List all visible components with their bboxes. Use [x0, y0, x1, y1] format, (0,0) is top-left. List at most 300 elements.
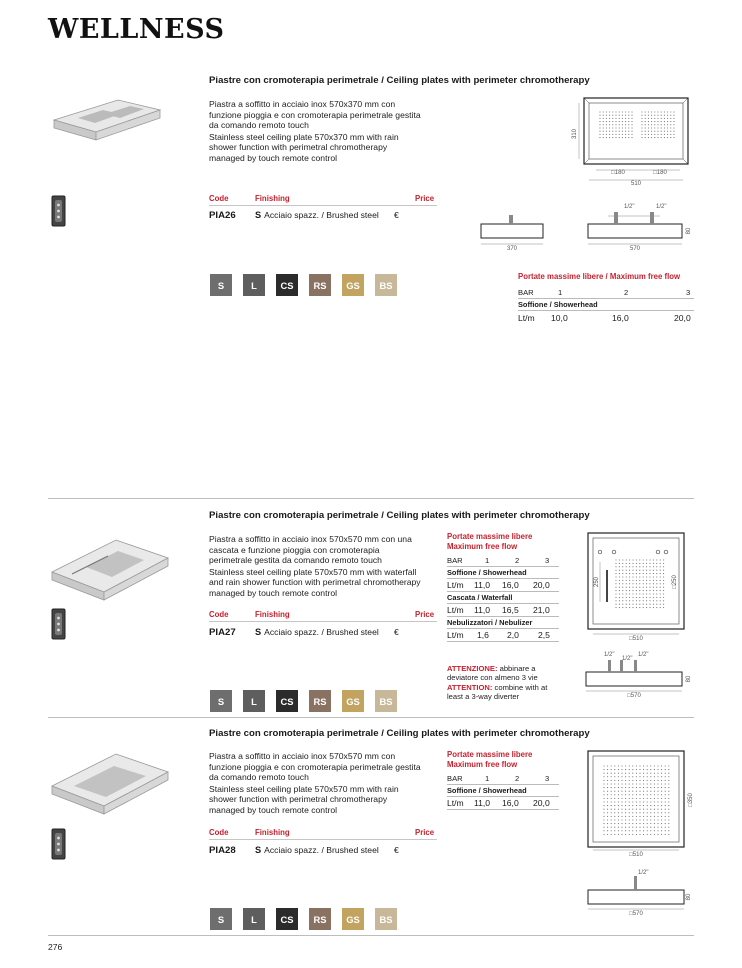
nozzle-dot — [657, 798, 658, 799]
nozzle-dot — [647, 805, 648, 806]
nozzle-dot — [632, 819, 633, 820]
nozzle-dot — [603, 776, 604, 777]
nozzle-dot — [606, 124, 607, 125]
nozzle-dot — [626, 604, 627, 605]
nozzle-dot — [629, 607, 630, 608]
swatch-s[interactable]: S — [210, 690, 232, 712]
unit-label: Lt/m — [447, 580, 464, 590]
nozzle-dot — [619, 573, 620, 574]
nozzle-dot — [629, 573, 630, 574]
nozzle-dot — [614, 809, 615, 810]
nozzle-dot — [667, 121, 668, 122]
nozzle-dot — [621, 787, 622, 788]
dim-side: 370 — [506, 246, 518, 252]
nozzle-dot — [632, 765, 633, 766]
nozzle-dot — [661, 131, 662, 132]
nozzle-dot — [622, 124, 623, 125]
nozzle-dot — [629, 580, 630, 581]
nozzle-dot — [643, 765, 644, 766]
nozzle-dot — [619, 134, 620, 135]
nozzle-dot — [626, 570, 627, 571]
nozzle-dot — [639, 583, 640, 584]
nozzle-dot — [611, 791, 612, 792]
dim-thick: 80 — [686, 893, 692, 901]
nozzle-dot — [614, 819, 615, 820]
swatch-bs[interactable]: BS — [375, 908, 397, 930]
nozzle-dot — [628, 134, 629, 135]
nozzle-dot — [619, 604, 620, 605]
nozzle-dot — [618, 765, 619, 766]
description-it: Piastra a soffitto in acciaio inox 570x570 mm con una cascata e funzione pioggia con cromoterapia perimetrale gestita da comando remoto touch — [209, 534, 412, 566]
nozzle-dot — [660, 573, 661, 574]
nozzle-dot — [625, 773, 626, 774]
nozzle-dot — [614, 801, 615, 802]
nozzle-dot — [619, 111, 620, 112]
nozzle-dot — [645, 137, 646, 138]
nozzle-dot — [603, 809, 604, 810]
nozzle-dot — [622, 593, 623, 594]
nozzle-dot — [646, 559, 647, 560]
nozzle-dot — [607, 791, 608, 792]
nozzle-dot — [636, 587, 637, 588]
swatch-l[interactable]: L — [243, 690, 265, 712]
flow-2: 16,0 — [502, 798, 519, 808]
nozzle-dot — [663, 607, 664, 608]
nozzle-dot — [615, 593, 616, 594]
flow-table — [447, 532, 559, 642]
nozzle-dot — [657, 834, 658, 835]
bar-row — [447, 554, 559, 567]
nozzle-dot — [650, 798, 651, 799]
nozzle-dot — [650, 805, 651, 806]
swatch-rs[interactable]: RS — [309, 908, 331, 930]
nozzle-dot — [629, 597, 630, 598]
nozzle-dot — [661, 819, 662, 820]
nozzle-dot — [647, 816, 648, 817]
nozzle-dot — [660, 559, 661, 560]
nozzle-dot — [665, 776, 666, 777]
nozzle-dot — [618, 827, 619, 828]
nozzle-dot — [636, 570, 637, 571]
flow-3: 20,0 — [674, 312, 691, 323]
nozzle-dot — [646, 593, 647, 594]
flow-2: 16,5 — [502, 605, 519, 615]
swatch-rs[interactable]: RS — [309, 274, 331, 296]
nozzle-dot — [599, 134, 600, 135]
nozzle-dot — [643, 597, 644, 598]
nozzle-dot — [654, 819, 655, 820]
swatch-bs[interactable]: BS — [375, 274, 397, 296]
attention-it-text: abbinare a deviatore con almeno 3 vie — [447, 664, 538, 683]
nozzle-dot — [661, 134, 662, 135]
nozzle-dot — [661, 765, 662, 766]
nozzle-dot — [622, 121, 623, 122]
nozzle-dot — [625, 834, 626, 835]
nozzle-dot — [625, 124, 626, 125]
nozzle-dot — [654, 765, 655, 766]
nozzle-dot — [663, 587, 664, 588]
nozzle-dot — [661, 805, 662, 806]
nozzle-dot — [628, 124, 629, 125]
nozzle-dot — [657, 830, 658, 831]
nozzle-dot — [646, 590, 647, 591]
nozzle-dot — [629, 570, 630, 571]
nozzle-dot — [615, 115, 616, 116]
nozzle-dot — [636, 769, 637, 770]
nozzle-dot — [673, 127, 674, 128]
nozzle-dot — [611, 830, 612, 831]
nozzle-dot — [609, 118, 610, 119]
finish-code: S — [255, 845, 262, 855]
nozzle-dot — [654, 830, 655, 831]
bar-label: BAR — [447, 773, 463, 783]
nozzle-dot — [661, 812, 662, 813]
nozzle-dot — [647, 812, 648, 813]
nozzle-dot — [615, 573, 616, 574]
nozzle-dot — [643, 587, 644, 588]
nozzle-dot — [636, 597, 637, 598]
nozzle-dot — [622, 131, 623, 132]
nozzle-dot — [663, 559, 664, 560]
nozzle-dot — [629, 798, 630, 799]
nozzle-dot — [657, 816, 658, 817]
bar-1: 1 — [485, 555, 490, 565]
nozzle-dot — [619, 131, 620, 132]
nozzle-dot — [625, 127, 626, 128]
nozzle-dot — [607, 827, 608, 828]
footer-divider — [48, 935, 694, 936]
nozzle-dot — [654, 124, 655, 125]
nozzle-dot — [632, 780, 633, 781]
nozzle-dot — [618, 805, 619, 806]
nozzle-dot — [657, 111, 658, 112]
nozzle-dot — [643, 812, 644, 813]
nozzle-dot — [603, 801, 604, 802]
nozzle-dot — [609, 137, 610, 138]
nozzle-dot — [653, 576, 654, 577]
nozzle-dot — [648, 134, 649, 135]
finishing-header: Finishing — [255, 610, 290, 619]
nozzle-dot — [621, 765, 622, 766]
nozzle-dot — [649, 576, 650, 577]
nozzle-dot — [665, 798, 666, 799]
nozzle-dot — [639, 801, 640, 802]
nozzle-dot — [632, 830, 633, 831]
nozzle-dot — [619, 607, 620, 608]
technical-drawing-side — [582, 866, 696, 918]
nozzle-dot — [639, 805, 640, 806]
nozzle-dot — [606, 137, 607, 138]
nozzle-dot — [665, 765, 666, 766]
nozzle-dot — [622, 587, 623, 588]
nozzle-dot — [607, 794, 608, 795]
nozzle-dot — [650, 773, 651, 774]
nozzle-dot — [632, 573, 633, 574]
nozzle-dot — [664, 115, 665, 116]
nozzle-dot — [645, 134, 646, 135]
nozzle-dot — [646, 600, 647, 601]
nozzle-dot — [643, 566, 644, 567]
swatch-cs[interactable]: CS — [276, 274, 298, 296]
nozzle-dot — [606, 121, 607, 122]
nozzle-dot — [649, 566, 650, 567]
nozzle-dot — [636, 776, 637, 777]
nozzle-dot — [668, 809, 669, 810]
nozzle-dot — [611, 773, 612, 774]
conn-2: 1/2" — [656, 204, 667, 210]
nozzle-dot — [607, 834, 608, 835]
nozzle-dot — [639, 600, 640, 601]
price-header: Price — [415, 828, 435, 837]
nozzle-dot — [615, 127, 616, 128]
nozzle-dot — [622, 580, 623, 581]
nozzle-dot — [622, 137, 623, 138]
nozzle-dot — [668, 830, 669, 831]
nozzle-dot — [649, 580, 650, 581]
nozzle-dot — [639, 816, 640, 817]
nozzle-dot — [618, 819, 619, 820]
nozzle-dot — [653, 583, 654, 584]
nozzle-dot — [657, 134, 658, 135]
swatch-gs[interactable]: GS — [342, 690, 364, 712]
nozzle-dot — [639, 794, 640, 795]
nozzle-dot — [643, 590, 644, 591]
description-en: Stainless steel ceiling plate 570x570 mm with rain shower function with perimetral chromotherapy managed by touch remote control — [209, 783, 399, 815]
nozzle-dot — [657, 115, 658, 116]
page-number: 276 — [48, 942, 63, 952]
nozzle-dot — [656, 597, 657, 598]
product-title: Piastre con cromoterapia perimetrale / Ceiling plates with perimeter chromotherapy — [209, 510, 590, 521]
description-it: Piastra a soffitto in acciaio inox 570x370 mm con funzione pioggia e con cromoterapia perimetrale gestita da comando remoto touch — [209, 99, 421, 131]
showerhead-label: Soffione / Showerhead — [447, 567, 559, 579]
nozzle-dot — [667, 115, 668, 116]
nozzle-dot — [665, 834, 666, 835]
nozzle-dot — [654, 776, 655, 777]
nozzle-dot — [653, 587, 654, 588]
nozzle-dot — [636, 816, 637, 817]
nozzle-dot — [622, 583, 623, 584]
nozzle-dot — [603, 765, 604, 766]
nozzle-dot — [668, 776, 669, 777]
nozzle-dot — [629, 819, 630, 820]
description-en: Stainless steel ceiling plate 570x570 mm with waterfall and rain shower function with perimetral chromotherapy managed by touch remote control — [209, 566, 421, 598]
swatch-bs[interactable]: BS — [375, 690, 397, 712]
nozzle-dot — [656, 559, 657, 560]
nozzle-dot — [648, 111, 649, 112]
conn-1: 1/2" — [624, 204, 635, 210]
nozzle-dot — [657, 773, 658, 774]
nozzle-dot — [632, 834, 633, 835]
nozzle-dot — [661, 783, 662, 784]
nozzle-dot — [615, 600, 616, 601]
dim-right: □350 — [688, 793, 694, 807]
nozzle-dot — [639, 570, 640, 571]
nozzle-dot — [607, 823, 608, 824]
nozzle-dot — [636, 559, 637, 560]
nozzle-dot — [636, 573, 637, 574]
finish-swatches — [210, 908, 397, 930]
nozzle-dot — [661, 809, 662, 810]
nozzle-dot — [649, 570, 650, 571]
nozzle-dot — [607, 805, 608, 806]
product-title: Piastre con cromoterapia perimetrale / Ceiling plates with perimeter chromotherapy — [209, 75, 590, 86]
nozzle-dot — [654, 773, 655, 774]
nozzle-dot — [614, 787, 615, 788]
nozzle-dot — [618, 801, 619, 802]
nozzle-dot — [663, 563, 664, 564]
nozzle-dot — [653, 570, 654, 571]
swatch-s[interactable]: S — [210, 274, 232, 296]
nozzle-dot — [621, 830, 622, 831]
nozzle-dot — [621, 801, 622, 802]
nozzle-dot — [636, 580, 637, 581]
nozzle-dot — [656, 593, 657, 594]
swatch-s[interactable]: S — [210, 908, 232, 930]
nozzle-dot — [673, 137, 674, 138]
nozzle-dot — [614, 794, 615, 795]
product-description — [209, 99, 424, 165]
nozzle-dot — [661, 124, 662, 125]
nozzle-dot — [639, 827, 640, 828]
swatch-gs[interactable]: GS — [342, 908, 364, 930]
nozzle-dot — [643, 607, 644, 608]
nozzle-dot — [625, 134, 626, 135]
nozzle-dot — [599, 124, 600, 125]
nozzle-dot — [606, 134, 607, 135]
nozzle-dot — [614, 816, 615, 817]
nozzle-dot — [618, 769, 619, 770]
nozzle-dot — [618, 776, 619, 777]
nozzle-dot — [615, 576, 616, 577]
nozzle-dot — [603, 827, 604, 828]
nozzle-dot — [664, 118, 665, 119]
nozzle-dot — [614, 823, 615, 824]
nozzle-dot — [631, 137, 632, 138]
dim-front: □570 — [629, 911, 643, 917]
nozzle-dot — [614, 780, 615, 781]
section-divider — [48, 498, 694, 499]
nozzle-dot — [654, 787, 655, 788]
nozzle-dot — [626, 600, 627, 601]
nozzle-dot — [643, 780, 644, 781]
nozzle-dot — [619, 593, 620, 594]
nozzle-dot — [661, 780, 662, 781]
nozzle-dot — [660, 570, 661, 571]
conn-1: 1/2" — [638, 870, 649, 876]
flow-title-it: Portate massime libere — [447, 750, 533, 759]
nozzle-dot — [668, 823, 669, 824]
swatch-cs[interactable]: CS — [276, 908, 298, 930]
ceiling-plate-image — [48, 96, 166, 154]
flow-title: Portate massime libere / Maximum free flow — [518, 272, 681, 281]
nozzle-dot — [636, 566, 637, 567]
nozzle-dot — [673, 118, 674, 119]
nozzle-dot — [660, 593, 661, 594]
nozzle-dot — [626, 566, 627, 567]
nozzle-dot — [673, 115, 674, 116]
nozzle-dot — [611, 816, 612, 817]
nozzle-dot — [622, 111, 623, 112]
nozzle-dot — [649, 607, 650, 608]
nozzle-dot — [622, 115, 623, 116]
nozzle-dot — [622, 570, 623, 571]
attention-it-label: ATTENZIONE: — [447, 664, 498, 673]
nozzle-dot — [639, 787, 640, 788]
nozzle-dot — [643, 794, 644, 795]
nozzle-dot — [639, 812, 640, 813]
nozzle-dot — [656, 570, 657, 571]
nozzle-dot — [648, 118, 649, 119]
nozzle-dot — [603, 791, 604, 792]
nozzle-dot — [656, 566, 657, 567]
nozzle-dot — [621, 812, 622, 813]
nozzle-dot — [643, 776, 644, 777]
nozzle-dot — [654, 127, 655, 128]
nozzle-dot — [615, 118, 616, 119]
nozzle-dot — [618, 812, 619, 813]
swatch-l[interactable]: L — [243, 908, 265, 930]
nozzle-dot — [647, 787, 648, 788]
swatch-cs[interactable]: CS — [276, 690, 298, 712]
nozzle-dot — [629, 590, 630, 591]
nozzle-dot — [646, 573, 647, 574]
nebulizer-label: Nebulizzatori / Nebulizer — [447, 617, 559, 629]
nozzle-dot — [599, 127, 600, 128]
nozzle-dot — [668, 787, 669, 788]
nozzle-dot — [611, 787, 612, 788]
nozzle-dot — [648, 124, 649, 125]
nozzle-dot — [636, 805, 637, 806]
nozzle-dot — [665, 819, 666, 820]
swatch-rs[interactable]: RS — [309, 690, 331, 712]
nozzle-dot — [661, 823, 662, 824]
nozzle-dot — [650, 816, 651, 817]
nozzle-dot — [615, 124, 616, 125]
nozzle-dot — [639, 566, 640, 567]
product-title: Piastre con cromoterapia perimetrale / Ceiling plates with perimeter chromotherapy — [209, 728, 590, 739]
nozzle-dot — [641, 127, 642, 128]
nozzle-dot — [603, 115, 604, 116]
nozzle-dot — [609, 124, 610, 125]
nozzle-dot — [631, 127, 632, 128]
nozzle-dot — [609, 127, 610, 128]
nozzle-dot — [650, 823, 651, 824]
nozzle-dot — [606, 127, 607, 128]
nozzle-dot — [645, 111, 646, 112]
nozzle-dot — [615, 563, 616, 564]
nozzle-dot — [670, 131, 671, 132]
nozzle-dot — [660, 597, 661, 598]
nozzle-dot — [647, 794, 648, 795]
nozzle-dot — [654, 823, 655, 824]
nozzle-dot — [632, 607, 633, 608]
nozzle-dot — [611, 798, 612, 799]
nozzle-dot — [625, 131, 626, 132]
swatch-gs[interactable]: GS — [342, 274, 364, 296]
nozzle-dot — [626, 587, 627, 588]
nozzle-dot — [639, 809, 640, 810]
nozzle-dot — [625, 812, 626, 813]
nozzle-dot — [632, 773, 633, 774]
product-code: PIA28 — [209, 845, 236, 856]
nozzle-dot — [611, 823, 612, 824]
showerhead-label: Soffione / Showerhead — [447, 785, 559, 797]
swatch-l[interactable]: L — [243, 274, 265, 296]
nozzle-dot — [670, 118, 671, 119]
nozzle-dot — [603, 769, 604, 770]
nozzle-dot — [629, 834, 630, 835]
showerhead-row — [518, 311, 694, 324]
